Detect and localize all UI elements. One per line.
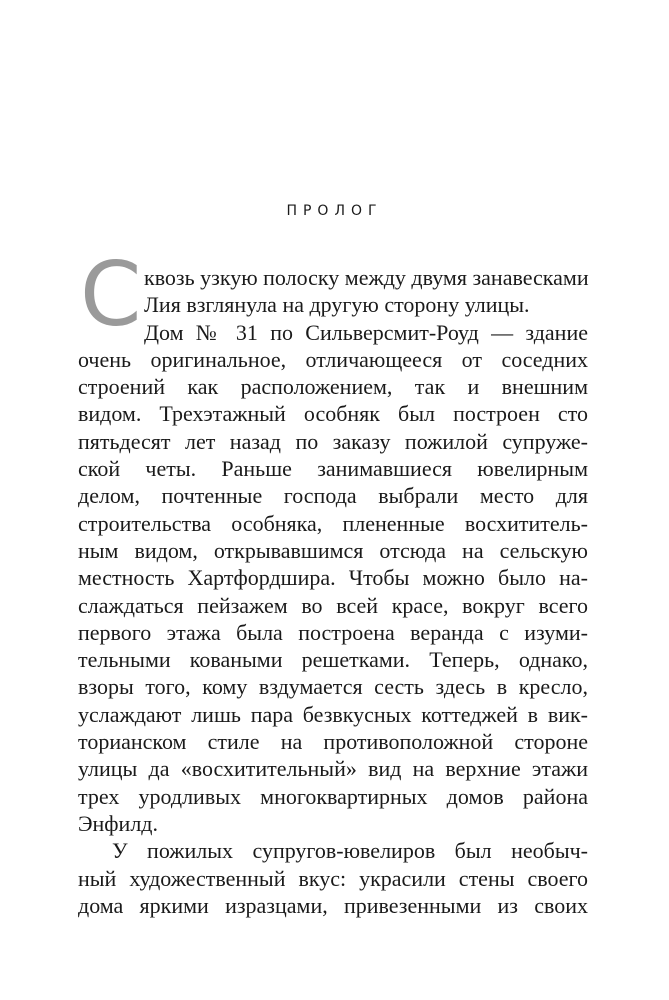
text-line: ным видом, открывавшимся отсюда на сельскую: [78, 537, 588, 563]
text-line: услаждают лишь пара безвкусных коттеджей в вик-: [78, 701, 588, 727]
text-line: трех уродливых многоквартирных домов района: [78, 783, 588, 809]
text-line: слаждаться пейзажем во всей красе, вокруг всего: [78, 592, 588, 618]
text-line: торианском стиле на противоположной стороне: [78, 729, 588, 755]
chapter-title: ПРОЛОГ: [286, 203, 383, 219]
text-line: тельными коваными решетками. Теперь, однако,: [78, 647, 588, 673]
text-line: строений как расположением, так и внешним: [78, 374, 588, 400]
text-line: ный художественный вкус: украсили стены своего: [78, 865, 588, 891]
text-line: квозь узкую полоску между двумя занавесками: [144, 265, 589, 290]
text-line: видом. Трехэтажный особняк был построен сто: [78, 401, 588, 427]
paragraph-1: [78, 264, 588, 837]
text-line: первого этажа была построена веранда с изуми-: [78, 619, 588, 645]
text-line: У пожилых супругов-ювелиров был необыч-: [112, 838, 588, 864]
text-line: Энфилд.: [78, 810, 158, 836]
text-line: местность Хартфордшира. Чтобы можно было на-: [78, 565, 588, 591]
text-line: очень оригинальное, отличающееся от соседних: [78, 346, 588, 372]
text-line: строительства особняка, плененные восхититель-: [78, 510, 588, 536]
text-line: взоры того, кому вздумается сесть здесь в кресло,: [78, 674, 588, 700]
text-line: дома яркими изразцами, привезенными из своих: [78, 892, 588, 918]
text-line: улицы да «восхитительный» вид на верхние этажи: [78, 756, 588, 782]
text-line: делом, почтенные господа выбрали место для: [78, 483, 588, 509]
text-line: ской четы. Раньше занимавшиеся ювелирным: [78, 456, 588, 482]
text-line: Дом № 31 по Сильверсмит-Роуд — здание: [144, 319, 588, 345]
paragraph-2: [78, 837, 588, 919]
text-line: Лия взглянула на другую сторону улицы.: [144, 292, 530, 318]
drop-cap-letter: С: [80, 243, 142, 346]
text-line: пятьдесят лет назад по заказу пожилой супруже-: [78, 428, 588, 454]
body-text: [78, 264, 588, 919]
